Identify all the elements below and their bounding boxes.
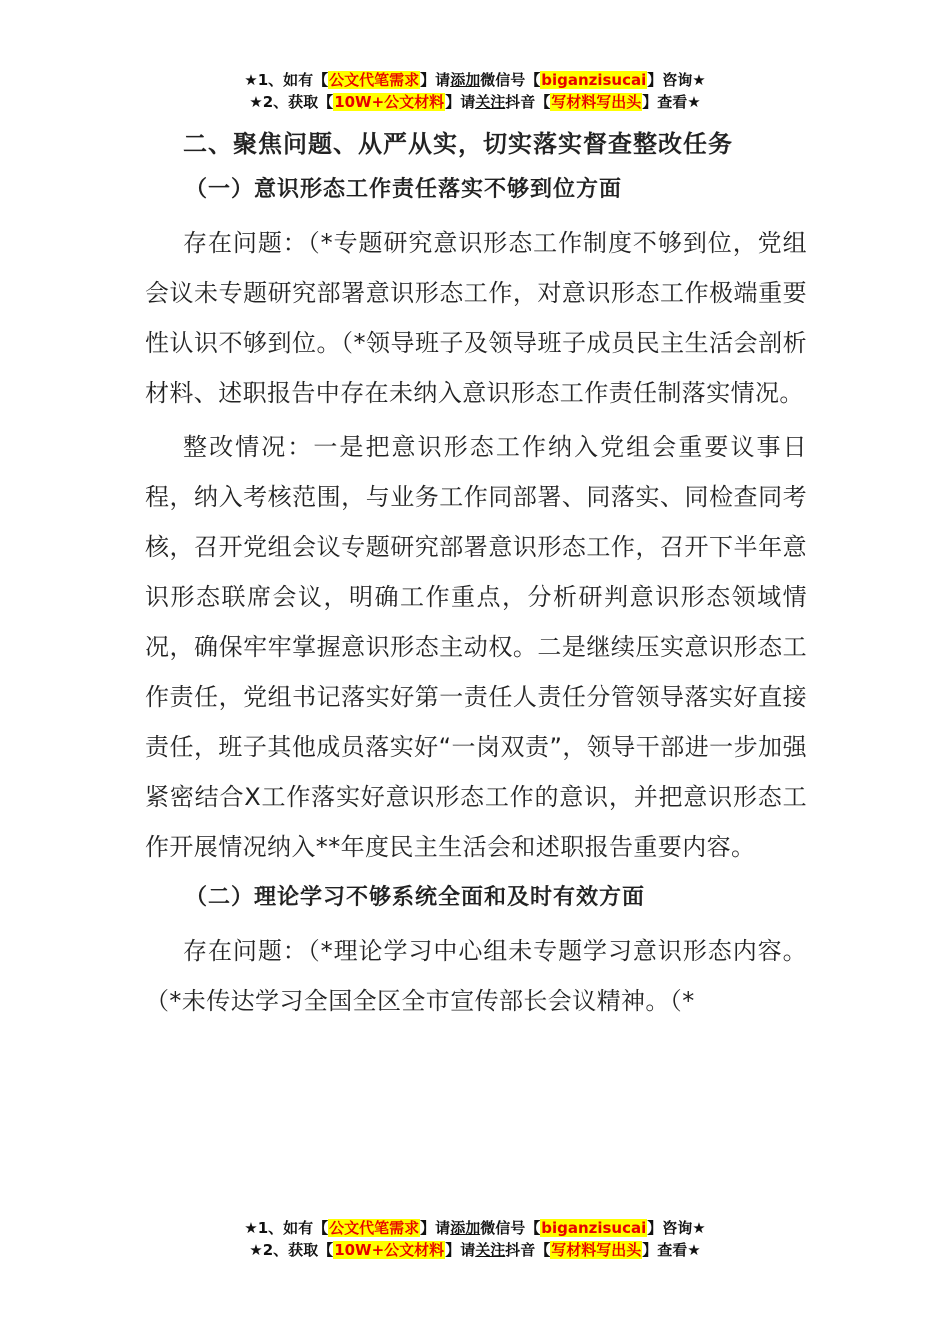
- banner-text: 】请: [445, 1241, 476, 1259]
- banner-highlight: 10W+公文材料: [334, 1241, 445, 1259]
- problem-paragraph-1: 存在问题：（*专题研究意识形态工作制度不够到位，党组会议未专题研究部署意识形态工作，对意识形态工作极端重要性认识不够到位。（*领导班子及领导班子成员民主生活会剖析材料、述职报告中存在未纳入意识形态工作责任制落实情况。: [145, 229, 807, 407]
- banner-text: ★1、如有【: [244, 71, 329, 89]
- banner-underline: 关注: [475, 93, 506, 111]
- banner-text: 抖音【: [505, 93, 551, 111]
- problem-paragraph-2: 存在问题：（*理论学习中心组未专题学习意识形态内容。（*未传达学习全国全区全市宣传部长会议精神。（*: [145, 937, 807, 1015]
- banner-line-2: [0, 1239, 950, 1261]
- banner-text: 】查看★: [642, 93, 701, 111]
- banner-line-2: [0, 91, 950, 113]
- banner-text: ★2、获取【: [249, 93, 334, 111]
- subsection-title-2: （二）理论学习不够系统全面和及时有效方面: [185, 885, 646, 910]
- section-heading: 二、聚焦问题、从严从实，切实落实督查整改任务: [183, 130, 733, 158]
- banner-text: 微信号【: [480, 1219, 541, 1237]
- banner-text: ★2、获取【: [249, 1241, 334, 1259]
- banner-text: 抖音【: [505, 1241, 551, 1259]
- rectification-paragraph-1: 整改情况：一是把意识形态工作纳入党组会重要议事日程，纳入考核范围，与业务工作同部署、同落实、同检查同考核，召开党组会议专题研究部署意识形态工作，召开下半年意识形态联席会议，明确工作重点，分析研判意识形态领域情况，确保牢牢掌握意识形态主动权。二是继续压实意识形态工作责任，党组书记落实好第一责任人责任分管领导落实好直接责任，班子其他成员落实好“一岗双责”，领导干部进一步加强紧密结合X工作落实好意识形态工作的意识，并把意识形态工作开展情况纳入**年度民主生活会和述职报告重要内容。: [145, 433, 807, 861]
- banner-highlight: 写材料写出头: [551, 1241, 642, 1259]
- banner-text: ★1、如有【: [244, 1219, 329, 1237]
- footer-banner: [0, 1217, 950, 1261]
- header-banner: [0, 69, 950, 113]
- banner-underline: 添加: [450, 1219, 481, 1237]
- banner-highlight: 公文代笔需求: [329, 1219, 420, 1237]
- banner-underline: 添加: [450, 71, 481, 89]
- banner-text: 】请: [420, 1219, 451, 1237]
- banner-text: 】咨询★: [647, 71, 706, 89]
- banner-highlight: 写材料写出头: [551, 93, 642, 111]
- banner-text: 】请: [420, 71, 451, 89]
- document-body: [145, 124, 807, 1030]
- subsection-title-1: （一）意识形态工作责任落实不够到位方面: [185, 177, 623, 202]
- banner-text: 】请: [445, 93, 476, 111]
- banner-highlight: biganzisucai: [541, 1219, 647, 1237]
- banner-line-1: [0, 1217, 950, 1239]
- banner-underline: 关注: [475, 1241, 506, 1259]
- banner-highlight: 10W+公文材料: [334, 93, 445, 111]
- banner-line-1: [0, 69, 950, 91]
- banner-text: 】查看★: [642, 1241, 701, 1259]
- banner-text: 】咨询★: [647, 1219, 706, 1237]
- banner-text: 微信号【: [480, 71, 541, 89]
- banner-highlight: 公文代笔需求: [329, 71, 420, 89]
- banner-highlight: biganzisucai: [541, 71, 647, 89]
